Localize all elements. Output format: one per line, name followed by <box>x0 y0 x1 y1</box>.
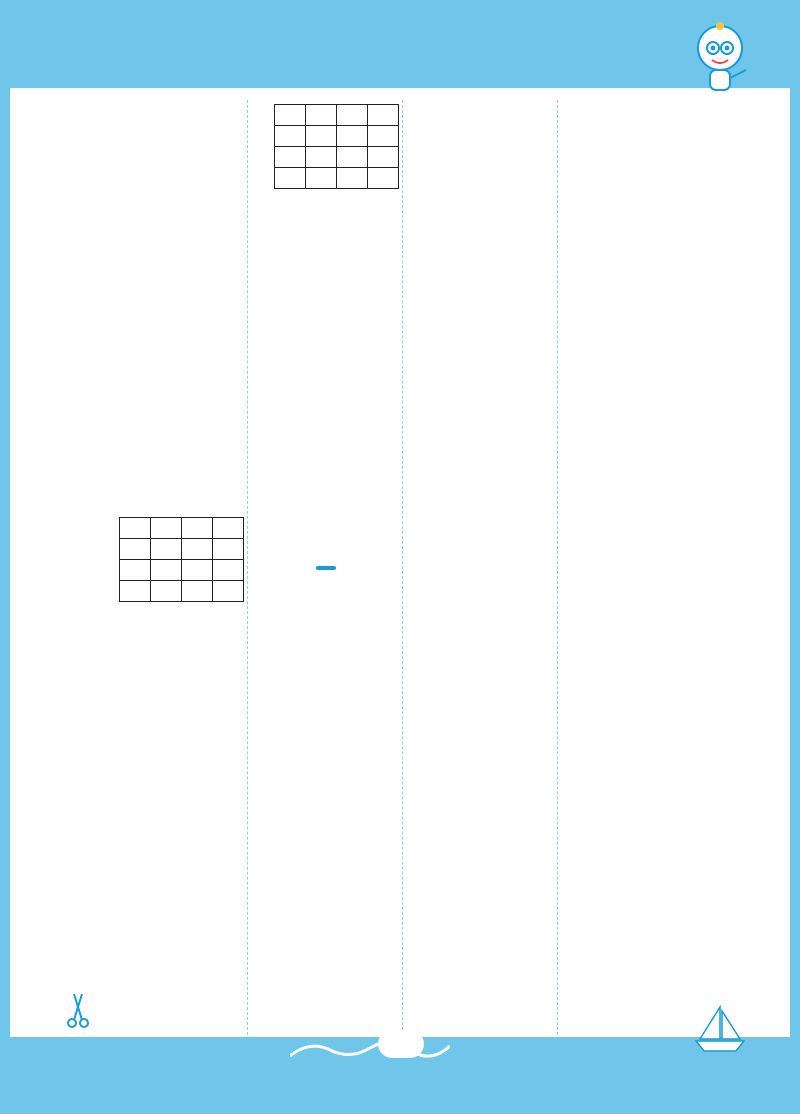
grid-cell <box>182 560 213 581</box>
grid-cell <box>151 560 182 581</box>
column-divider <box>247 100 248 1035</box>
grid-cell <box>306 147 337 168</box>
grid-cell <box>120 539 151 560</box>
answer-row <box>95 631 245 652</box>
answer-rows <box>95 631 245 883</box>
answer-row <box>250 891 402 912</box>
text-line <box>95 903 245 917</box>
wave-icon <box>290 1036 450 1060</box>
exercise-title <box>115 136 245 151</box>
answer-row <box>250 660 402 681</box>
answer-row <box>250 472 402 493</box>
grid-cell <box>368 105 399 126</box>
answer-row <box>95 862 245 883</box>
right-strip <box>790 88 800 1048</box>
grid-cell <box>306 126 337 147</box>
answer-rows <box>250 199 402 514</box>
grid-cell <box>368 147 399 168</box>
text-line <box>250 534 402 548</box>
answer-row <box>250 828 402 849</box>
column-3 <box>405 100 555 265</box>
answer-row <box>95 757 245 778</box>
answer-row <box>95 841 245 862</box>
unit-badge <box>316 566 336 570</box>
answer-row <box>250 681 402 702</box>
grid-cell <box>275 147 306 168</box>
answer-row <box>95 262 245 283</box>
grid-cell <box>120 581 151 602</box>
exercise-title <box>270 576 402 591</box>
text-line <box>405 191 555 208</box>
answer-row <box>95 283 245 304</box>
header-title <box>580 66 700 88</box>
text-line <box>405 114 555 128</box>
answer-row <box>250 849 402 870</box>
text-line <box>405 100 555 114</box>
answer-row <box>250 262 402 283</box>
answer-row <box>250 220 402 241</box>
text-line <box>560 123 710 137</box>
answer-row <box>95 241 245 262</box>
grid-cell <box>368 126 399 147</box>
answer-row <box>250 346 402 367</box>
exercise-title <box>115 610 245 625</box>
text-line <box>405 157 555 174</box>
exercise-title <box>580 102 710 117</box>
answer-row <box>250 807 402 828</box>
answer-row <box>95 157 245 178</box>
answer-row <box>250 283 402 304</box>
answer-row <box>250 367 402 388</box>
answer-row <box>95 178 245 199</box>
answer-row <box>95 325 245 346</box>
column-divider <box>402 100 403 1035</box>
grid-cell <box>213 560 244 581</box>
answer-row <box>95 388 245 409</box>
answer-row <box>95 778 245 799</box>
answer-row <box>95 304 245 325</box>
answer-row <box>250 702 402 723</box>
grid-cell <box>337 168 368 189</box>
answer-row <box>95 199 245 220</box>
left-strip <box>0 88 10 1048</box>
answer-row <box>250 325 402 346</box>
answer-row <box>95 220 245 241</box>
answer-row <box>95 799 245 820</box>
answer-row <box>95 430 245 451</box>
answer-row <box>95 451 245 472</box>
exercise-title <box>425 136 555 151</box>
text-line <box>95 114 245 128</box>
answer-row <box>95 472 245 493</box>
column-1 <box>95 100 245 917</box>
grid-cell <box>151 518 182 539</box>
mascot-icon <box>688 18 758 108</box>
answer-row <box>250 451 402 472</box>
answer-row <box>250 199 402 220</box>
answer-row <box>95 820 245 841</box>
answer-row <box>95 673 245 694</box>
text-line <box>95 499 245 513</box>
page-number <box>378 1030 424 1058</box>
text-line <box>405 174 555 191</box>
answer-row <box>95 694 245 715</box>
grid-cell <box>182 518 213 539</box>
answer-row <box>250 744 402 765</box>
answer-row <box>250 597 402 618</box>
answer-row <box>250 409 402 430</box>
grid-cell <box>306 168 337 189</box>
grid-cell <box>306 105 337 126</box>
answer-row <box>250 786 402 807</box>
answer-row <box>250 493 402 514</box>
answer-row <box>250 723 402 744</box>
answer-row <box>250 241 402 262</box>
text-line <box>405 251 555 265</box>
answer-grid <box>119 517 244 602</box>
answer-row <box>250 618 402 639</box>
grid-cell <box>275 105 306 126</box>
answer-rows <box>95 157 245 493</box>
answer-row <box>95 409 245 430</box>
grid-cell <box>337 147 368 168</box>
text-line <box>560 137 710 151</box>
grid-cell <box>337 105 368 126</box>
answer-row <box>250 870 402 891</box>
grid-cell <box>275 168 306 189</box>
answer-rows <box>250 597 402 912</box>
answer-row <box>250 430 402 451</box>
answer-row <box>95 715 245 736</box>
grid-cell <box>213 539 244 560</box>
scissors-icon <box>66 990 90 1030</box>
text-line <box>250 520 402 534</box>
answer-row <box>95 652 245 673</box>
answer-row <box>95 346 245 367</box>
answer-row <box>95 736 245 757</box>
grid-cell <box>120 518 151 539</box>
grid-cell <box>213 581 244 602</box>
grid-cell <box>182 581 213 602</box>
grid-cell <box>213 518 244 539</box>
answer-row <box>250 765 402 786</box>
answer-row <box>250 388 402 409</box>
answer-row <box>250 304 402 325</box>
grid-cell <box>337 126 368 147</box>
exercise-title <box>580 173 710 188</box>
answer-grid <box>274 104 399 189</box>
grid-cell <box>151 581 182 602</box>
grid-cell <box>120 560 151 581</box>
column-4 <box>560 100 710 194</box>
answer-row <box>250 639 402 660</box>
text-line <box>95 889 245 903</box>
grid-cell <box>151 539 182 560</box>
text-line <box>560 151 710 165</box>
grid-cell <box>182 539 213 560</box>
text-line <box>405 237 555 251</box>
grid-cell <box>368 168 399 189</box>
sailboat-icon <box>690 1005 750 1055</box>
text-line <box>95 100 245 114</box>
exercise-title <box>425 216 555 231</box>
answer-row <box>95 367 245 388</box>
grid-cell <box>275 126 306 147</box>
column-divider <box>557 100 558 1035</box>
column-2 <box>250 100 402 918</box>
